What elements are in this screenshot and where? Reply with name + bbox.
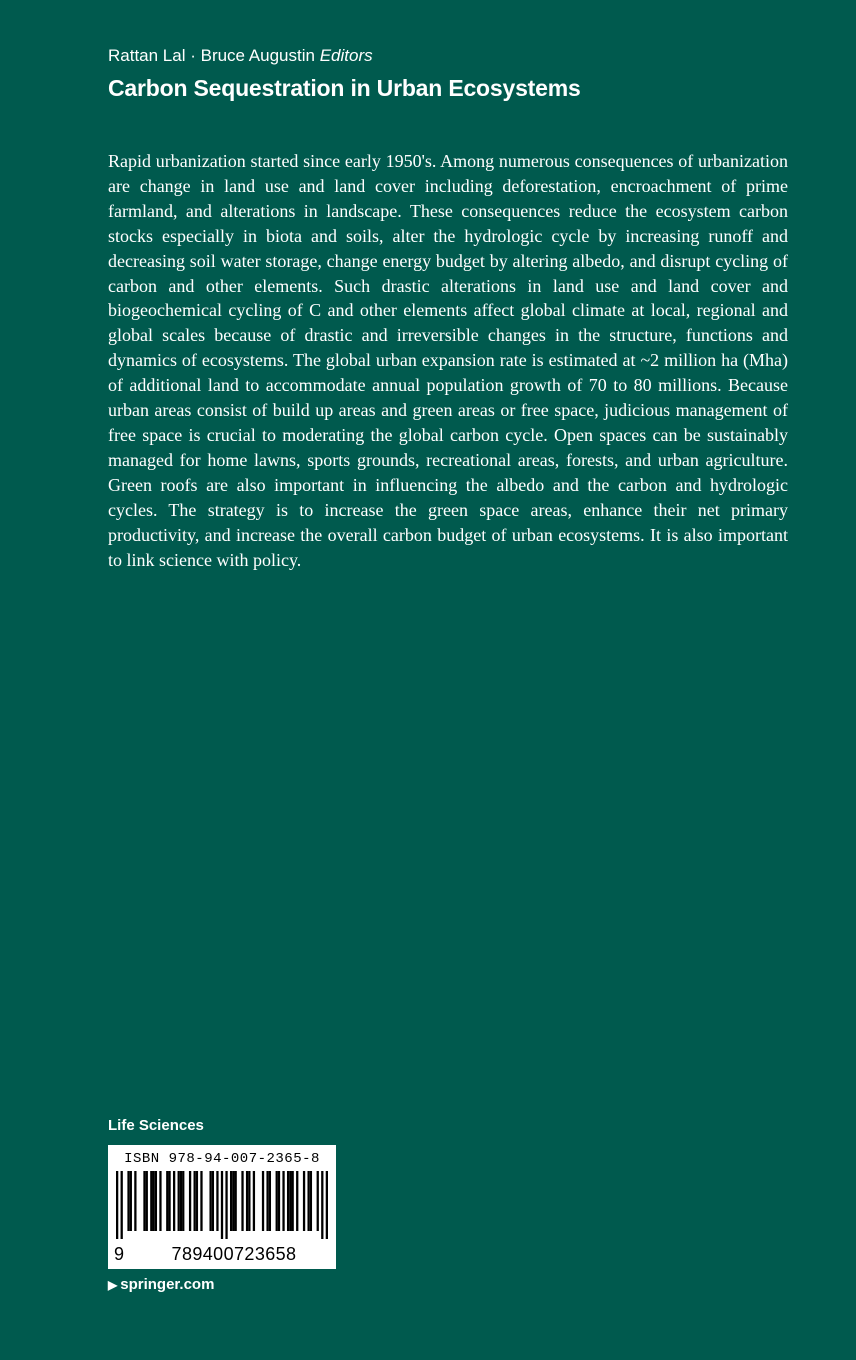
triangle-right-icon: ▶: [108, 1278, 118, 1292]
barcode-bars: [116, 1171, 328, 1239]
barcode-first-digit: 9: [114, 1244, 125, 1264]
publisher-website[interactable]: [108, 1276, 214, 1293]
book-title: Carbon Sequestration in Urban Ecosystems: [108, 75, 581, 101]
editors-role: Editors: [319, 46, 373, 65]
isbn-number: ISBN 978-94-007-2365-8: [124, 1151, 320, 1167]
editors-line: [108, 45, 373, 67]
authors: Rattan Lal · Bruce Augustin: [108, 46, 315, 65]
publisher-website-label: springer.com: [120, 1276, 215, 1293]
subject-category: Life Sciences: [108, 1117, 204, 1134]
book-description: Rapid urbanization started since early 1950's. Among numerous consequences of urbanization are change in land use and land cover including deforestation, encroachment of prime farmland, and alterations in landscape. These consequences reduce the ecosystem carbon stocks especially in biota and soils, alter the hydrologic cycle by increasing runoff and decreasing soil water storage, change energy budget by altering albedo, and disrupt cycling of carbon and other elements. Such drastic alterations in land use and land cover and biogeochemical cycling of C and other elements affect global climate at local, regional and global scales because of drastic and irreversible changes in the structure, functions and dynamics of ecosystems. The global urban expansion rate is estimated at ~2 million ha (Mha) of additional land to accommodate annual population growth of 70 to 80 millions. Because urban areas consist of build up areas and green areas or free space, judicious management of free space is crucial to moderating the global carbon cycle. Open spaces can be sustainably managed for home lawns, sports grounds, recreational areas, forests, and urban agriculture. Green roofs are also important in influencing the albedo and the carbon and hydrologic cycles. The strategy is to increase the green space areas, enhance their net primary productivity, and increase the overall carbon budget of urban ecosystems. It is also important to link science with policy.: [108, 151, 788, 570]
isbn-barcode: [108, 1145, 336, 1269]
barcode-digits: [114, 1244, 330, 1265]
barcode-digit-group: 789400723658: [171, 1244, 297, 1264]
